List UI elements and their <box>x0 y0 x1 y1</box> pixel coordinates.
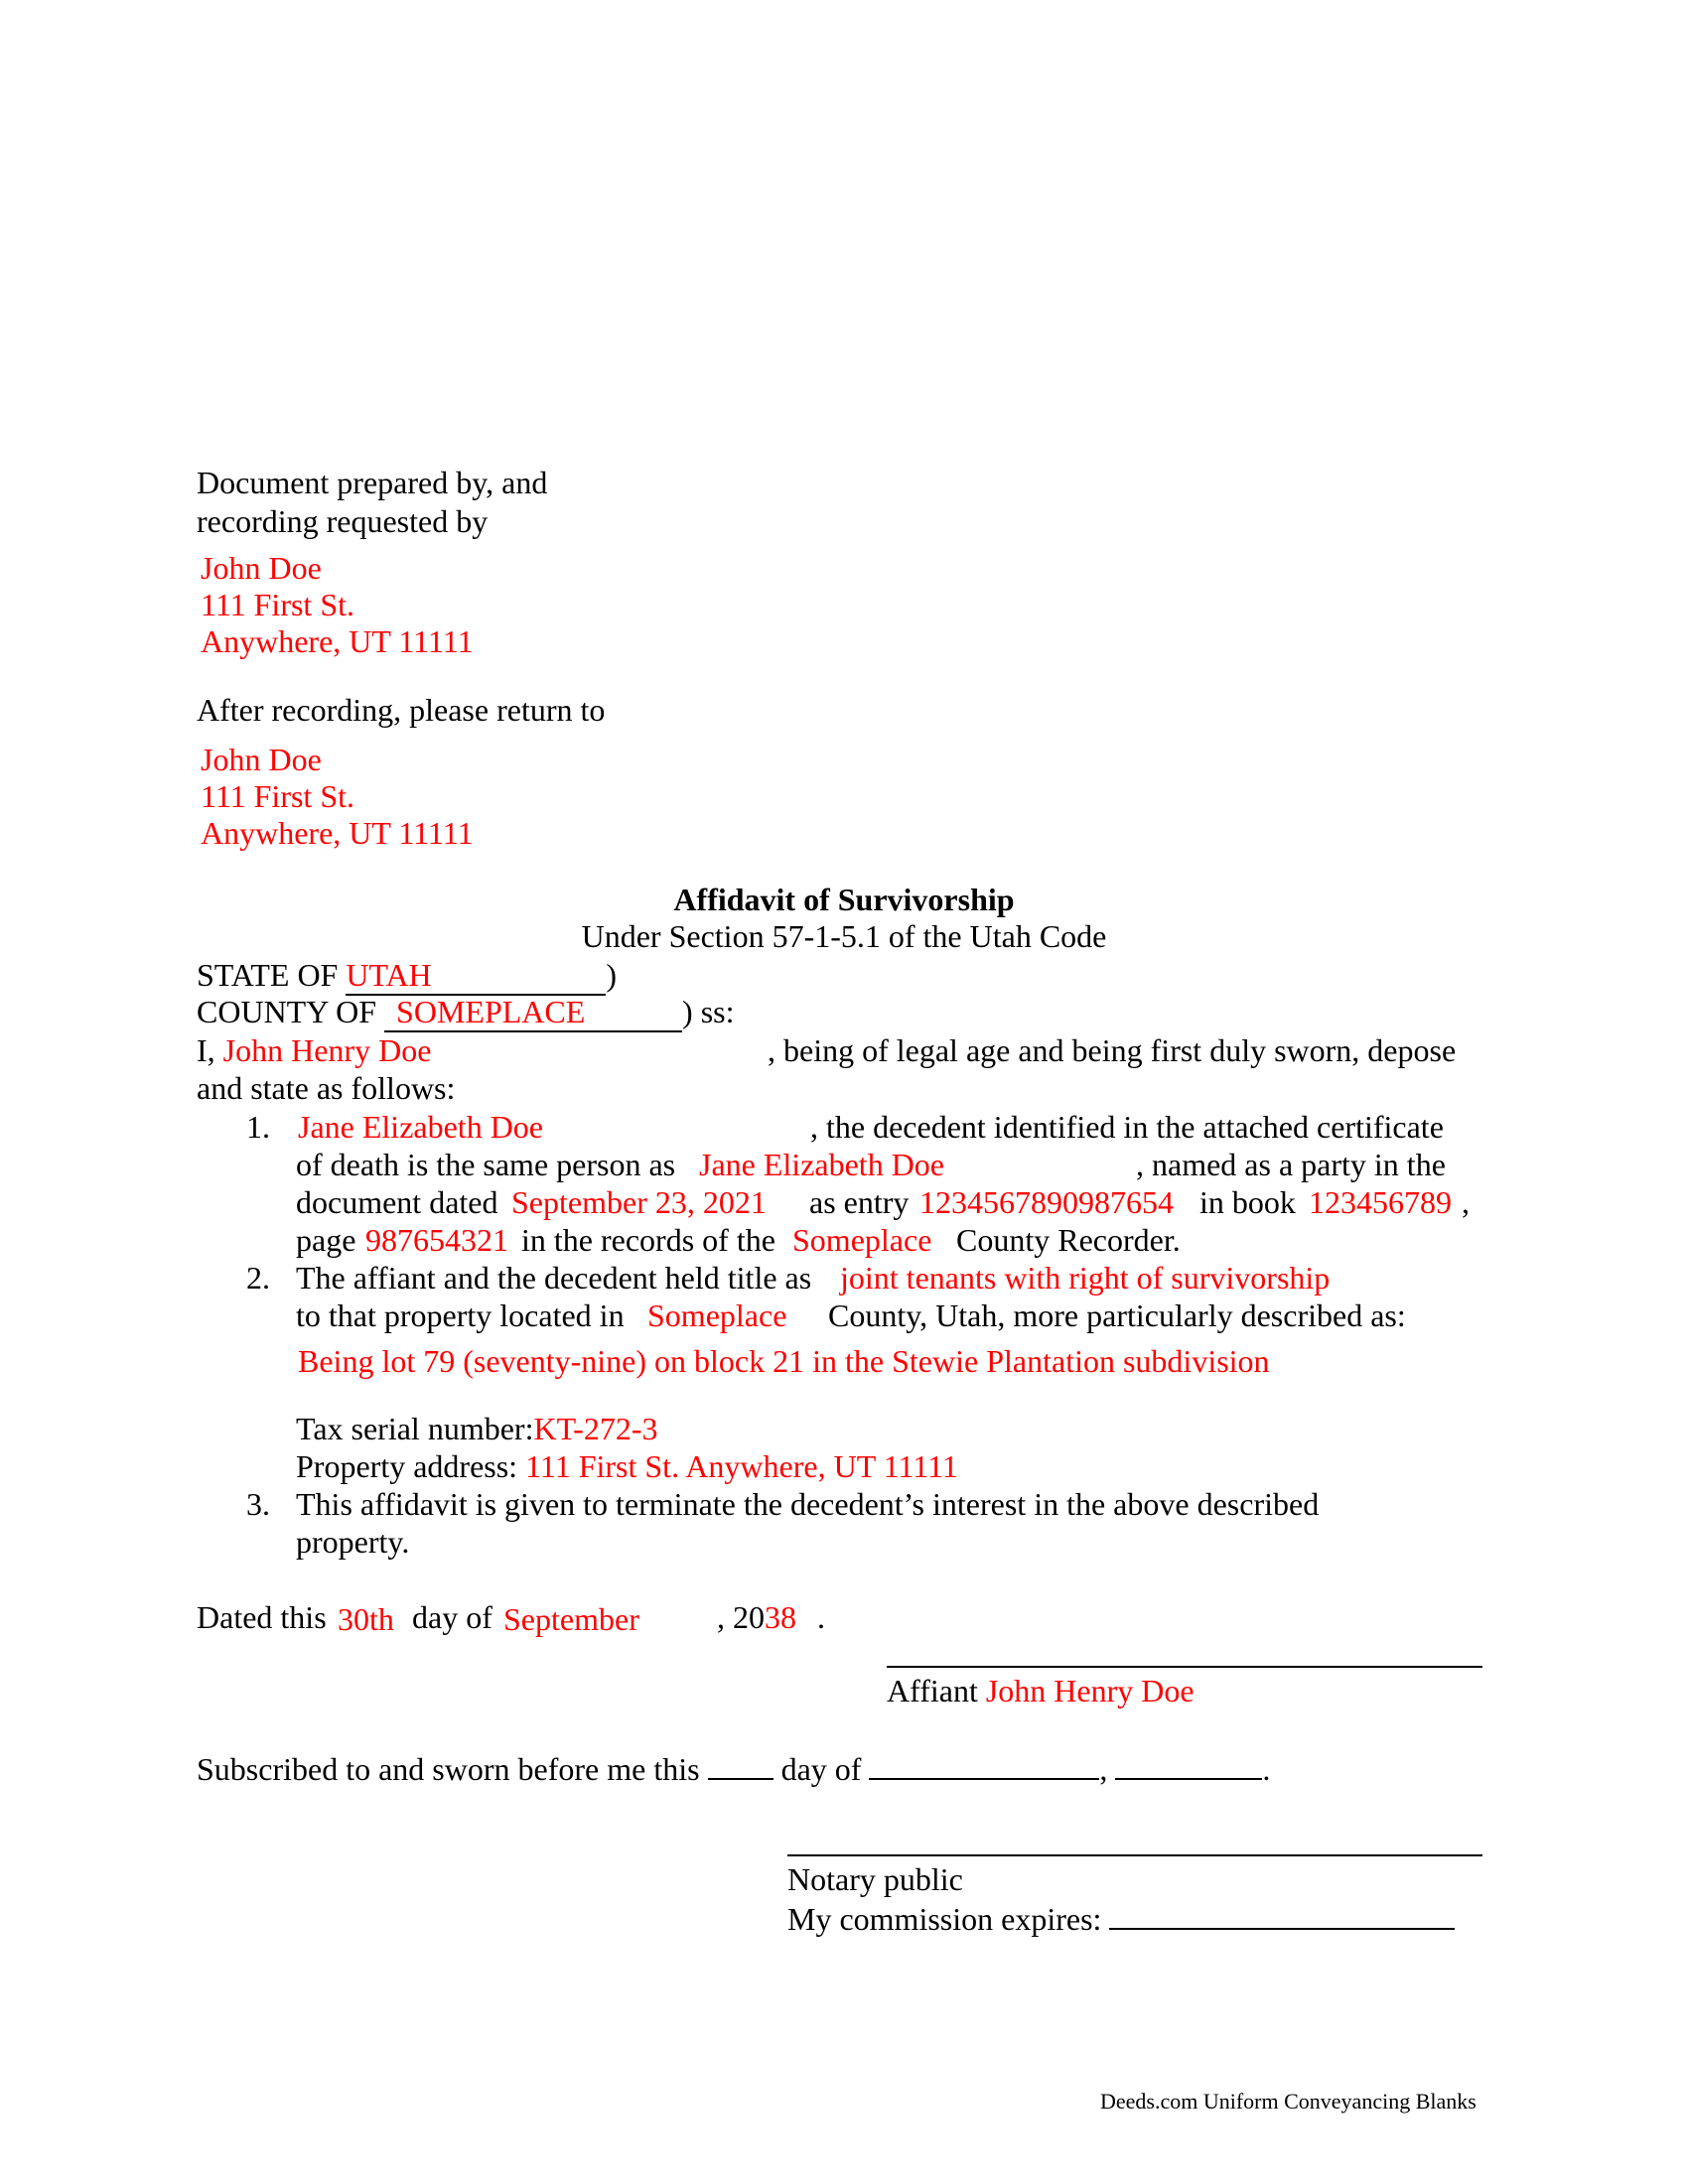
dated-year: 38 <box>765 1599 796 1635</box>
jurat-day-blank <box>708 1748 774 1780</box>
return-street: 111 First St. <box>201 778 354 814</box>
intro-text2: and state as follows: <box>197 1070 456 1106</box>
return-name: John Doe <box>201 742 322 777</box>
item2-county: Someplace <box>647 1297 787 1333</box>
tax-serial-line <box>296 1410 657 1447</box>
tax-serial-value: KT-272-3 <box>533 1411 658 1446</box>
item2-number: 2. <box>246 1260 270 1296</box>
jurat-month-blank <box>869 1748 1099 1780</box>
item1-number: 1. <box>246 1109 270 1145</box>
item1-text9: in the records of the <box>521 1222 775 1258</box>
dated-century: , 20 <box>717 1599 765 1635</box>
footer-text: Deeds.com Uniform Conveyancing Blanks <box>1100 2089 1477 2114</box>
dated-text1: Dated this <box>197 1599 327 1635</box>
item1-text8: page <box>296 1222 356 1258</box>
prepared-label-line2: recording requested by <box>197 503 489 539</box>
property-address-label: Property address: <box>296 1448 518 1484</box>
prepared-label-line1: Document prepared by, and <box>197 465 548 500</box>
document-subtitle: Under Section 57-1-5.1 of the Utah Code <box>581 918 1107 954</box>
return-city: Anywhere, UT 11111 <box>201 815 474 851</box>
item1-text4: document dated <box>296 1184 498 1220</box>
notary-label: Notary public <box>787 1861 963 1897</box>
county-value: SOMEPLACE <box>384 993 682 1032</box>
jurat-year-blank <box>1115 1748 1262 1780</box>
affiant-signature-label <box>887 1672 1195 1709</box>
item1-date: September 23, 2021 <box>511 1184 767 1220</box>
jurat-text1: Subscribed to and sworn before me this <box>197 1751 700 1787</box>
item3-text2: property. <box>296 1524 410 1560</box>
item2-text3: County, Utah, more particularly described as: <box>828 1297 1406 1333</box>
preparer-name: John Doe <box>201 550 322 586</box>
dated-day: 30th <box>338 1601 394 1637</box>
state-label: STATE OF <box>197 957 339 993</box>
jurat-text4: . <box>1262 1751 1271 1787</box>
commission-line <box>787 1898 1455 1938</box>
jurat-line <box>197 1748 1270 1788</box>
county-label: COUNTY OF <box>197 994 377 1029</box>
state-value: UTAH <box>346 956 606 996</box>
property-address-line <box>296 1447 958 1485</box>
item1-text5: as entry <box>809 1184 910 1220</box>
state-close: ) <box>606 957 617 993</box>
item3-text1: This affidavit is given to terminate the decedent’s interest in the above described <box>296 1486 1320 1522</box>
item1-text7: , <box>1462 1184 1470 1220</box>
item1-county: Someplace <box>792 1222 932 1258</box>
item2-legal-description: Being lot 79 (seventy-nine) on block 21 in the Stewie Plantation subdivision <box>298 1343 1270 1379</box>
commission-label: My commission expires: <box>787 1901 1102 1937</box>
preparer-street: 111 First St. <box>201 587 354 622</box>
preparer-city: Anywhere, UT 11111 <box>201 623 474 659</box>
item1-page: 987654321 <box>365 1222 508 1258</box>
intro-prefix <box>197 1031 431 1069</box>
item1-decedent: Jane Elizabeth Doe <box>298 1109 543 1145</box>
item1-book: 123456789 <box>1309 1184 1452 1220</box>
item1-party: Jane Elizabeth Doe <box>699 1147 944 1182</box>
intro-text1: , being of legal age and being first duly sworn, depose <box>768 1032 1457 1068</box>
item1-text10: County Recorder. <box>956 1222 1181 1258</box>
commission-blank <box>1109 1898 1455 1930</box>
affiant-label: Affiant <box>887 1673 978 1708</box>
notary-signature-line <box>787 1854 1482 1856</box>
item2-tenancy: joint tenants with right of survivorship <box>840 1260 1331 1296</box>
item1-text2: of death is the same person as <box>296 1147 676 1182</box>
item1-text3: , named as a party in the <box>1136 1147 1446 1182</box>
property-address-value: 111 First St. Anywhere, UT 11111 <box>525 1448 958 1484</box>
tax-serial-label: Tax serial number: <box>296 1411 534 1446</box>
item1-text6: in book <box>1199 1184 1296 1220</box>
county-line <box>197 993 735 1032</box>
intro-i: I, <box>197 1032 215 1068</box>
item1-text1: , the decedent identified in the attached certificate <box>810 1109 1444 1145</box>
affiant-name: John Henry Doe <box>222 1032 432 1068</box>
affiant-signature-line <box>887 1666 1482 1668</box>
item2-text1: The affiant and the decedent held title as <box>296 1260 812 1296</box>
dated-text2: day of <box>412 1599 492 1635</box>
state-line <box>197 956 617 996</box>
dated-text3 <box>717 1598 796 1636</box>
county-close: ) ss: <box>682 994 735 1029</box>
dated-text4: . <box>817 1599 825 1635</box>
item3-number: 3. <box>246 1486 270 1522</box>
dated-month: September <box>503 1601 639 1637</box>
document-title: Affidavit of Survivorship <box>673 882 1015 917</box>
jurat-text2: day of <box>780 1751 862 1787</box>
item1-entry: 1234567890987654 <box>919 1184 1174 1220</box>
jurat-text3: , <box>1099 1751 1108 1787</box>
return-label: After recording, please return to <box>197 692 606 728</box>
affiant-signature-name: John Henry Doe <box>985 1673 1195 1708</box>
item2-text2: to that property located in <box>296 1297 625 1333</box>
